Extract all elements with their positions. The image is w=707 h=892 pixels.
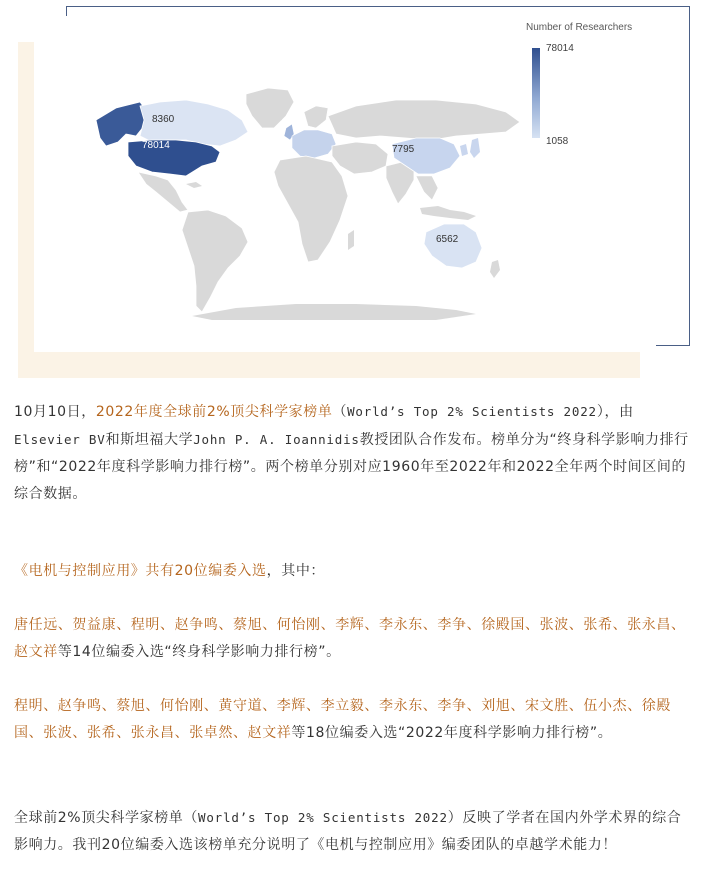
intro-text-by: ），由: [596, 404, 634, 420]
legend-color-scale: [532, 48, 540, 138]
world-map: [36, 16, 656, 352]
annual-tail: 等18位编委入选“2022年度科学影响力排行榜”。: [291, 725, 613, 741]
region-middle-east: [332, 142, 388, 174]
list-name-link[interactable]: 2022年度全球前2%顶尖科学家榜单: [95, 404, 333, 420]
intro-publisher: Elsevier BV: [14, 432, 106, 447]
journal-tail: ，其中：: [266, 563, 326, 579]
conclusion-english-title: World’s Top 2% Scientists 2022: [198, 810, 448, 825]
intro-paren-open: （: [332, 404, 348, 420]
region-russia: [328, 100, 520, 140]
paragraph-conclusion: [14, 804, 694, 859]
region-new-zealand: [490, 260, 500, 278]
region-mexico: [138, 172, 188, 212]
map-label-usa: 78014: [142, 140, 170, 151]
region-caribbean: [186, 182, 202, 188]
region-japan: [470, 138, 480, 158]
intro-text-stanford: 和斯坦福大学: [105, 432, 194, 448]
frame-line-bottom: [655, 345, 690, 346]
annual-names: 程明、赵争鸣、蔡旭、何怡刚、黄守道、李辉、李立毅、李永东、李争、刘旭、宋文胜、伍小杰、徐殿国、张波、张希、张永昌、张卓然、赵文祥: [14, 698, 671, 741]
lifetime-tail: 等14位编委入选“终身科学影响力排行榜”。: [57, 644, 341, 660]
intro-professor: John P. A. Ioannidis: [193, 432, 360, 447]
conclusion-text-b: ）反映了学者在国内外学术界的综合影响力。我刊20位编委入选该榜单充分说明了《电机与控制应用》编委团队的卓越学术能力！: [14, 810, 682, 853]
figure-shadow-left: [18, 42, 34, 352]
paragraph-intro: [14, 398, 694, 508]
intro-date: 10月10日，: [14, 404, 96, 420]
region-madagascar: [348, 230, 354, 250]
region-europe: [292, 130, 336, 158]
region-scandinavia: [304, 106, 328, 128]
paragraph-journal: [14, 558, 694, 585]
frame-line-top: [66, 6, 690, 7]
journal-highlight: 《电机与控制应用》共有20位编委入选: [14, 563, 267, 579]
region-greenland: [246, 88, 294, 128]
lifetime-names: 唐任远、贺益康、程明、赵争鸣、蔡旭、何怡刚、李辉、李永东、李争、徐殿国、张波、张希、张永昌、赵文祥: [14, 617, 686, 660]
region-korea: [460, 144, 468, 156]
map-label-china: 7795: [392, 144, 415, 155]
world-map-figure: [0, 0, 707, 380]
paragraph-annual-list: [14, 693, 694, 747]
region-se-asia: [416, 176, 438, 200]
legend-max-value: 78014: [546, 43, 574, 54]
intro-text-rest: 教授团队合作发布。榜单分为“终身科学影响力排行榜”和“2022年度科学影响力排行榜”。两个榜单分别对应1960年至2022年和2022全年两个时间区间的综合数据。: [14, 432, 689, 502]
map-card: [36, 16, 656, 352]
region-australia: [424, 224, 482, 268]
legend-min-value: 1058: [546, 136, 569, 147]
paragraph-lifetime-list: [14, 612, 694, 666]
figure-shadow-bottom: [18, 352, 640, 378]
intro-english-title: World’s Top 2% Scientists 2022: [347, 404, 597, 419]
region-antarctica: [192, 304, 476, 320]
map-label-canada: 8360: [152, 114, 175, 125]
map-label-australia: 6562: [436, 234, 459, 245]
region-alaska: [96, 102, 146, 146]
frame-line-right: [689, 6, 690, 346]
region-africa: [274, 156, 348, 262]
conclusion-text-a: 全球前2%顶尖科学家榜单（: [14, 810, 199, 826]
region-indonesia: [420, 206, 476, 220]
region-south-america: [182, 210, 248, 312]
legend-title: Number of Researchers: [526, 22, 633, 33]
